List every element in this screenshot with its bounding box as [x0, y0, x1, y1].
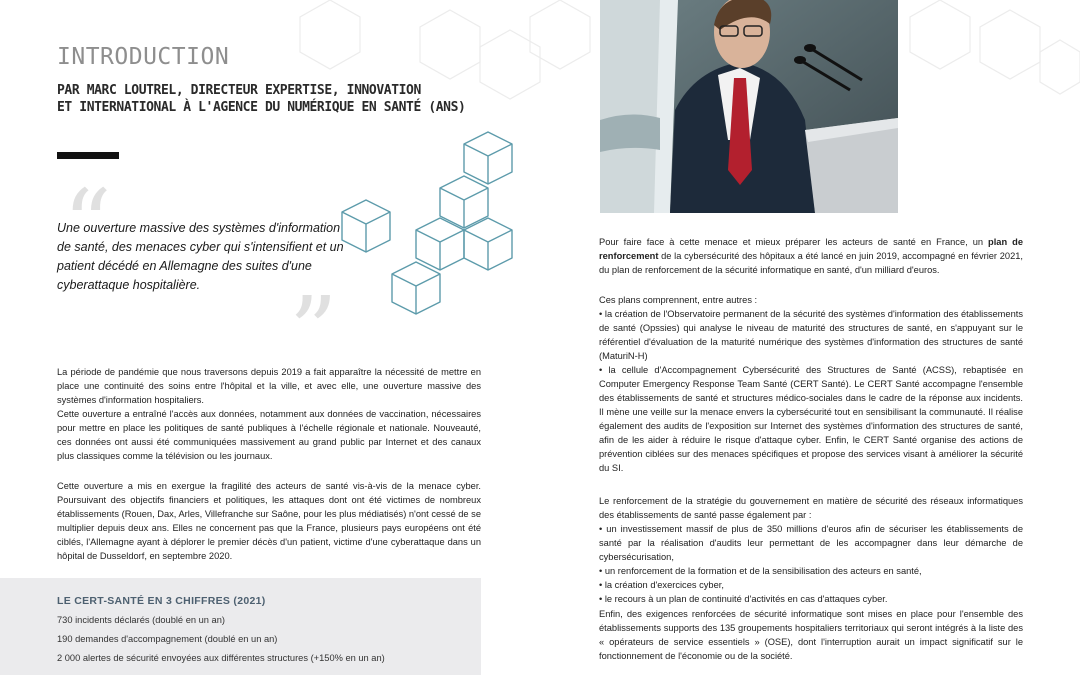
stats-title: LE CERT-SANTÉ EN 3 CHIFFRES (2021) [57, 595, 266, 607]
right-paragraph-1: Pour faire face à cette menace et mieux préparer les acteurs de santé en France, un plan de renforcement de la cybersécurité des hôpitaux a été lancé en juin 2019, accompagné en février 2021, du plan de renforcement de la sécurité informatique en santé, d'un milliard d'euros. [599, 237, 1024, 275]
close-quote-mark: ” [289, 277, 338, 387]
intro-paragraph-3: Cette ouverture a mis en exergue la fragilité des acteurs de santé vis-à-vis de la menace cyber. Poursuivant des objectifs financiers et politiques, les attaques dont ont été victimes de nombreux établissements (Rouen, Dax, Arles, Villefranche sur Saône, pour les plus médiatisés) n'ont cessé de se multiplier depuis deux ans. Elles ne concernent pas que la France, plusieurs pays européens ont été ciblés, l'Allemagne ayant à déplorer le premier décès d'un patient, victime d'une cyberattaque dans un hôpital de Dusseldorf, en septembre 2020. [57, 481, 481, 561]
stat-line-3: 2 000 alertes de sécurité envoyées aux différentes structures (+150% en un an) [57, 653, 385, 663]
title-divider [57, 152, 119, 159]
page-title: INTRODUCTION [57, 44, 230, 70]
plans-intro: Ces plans comprennent, entre autres : [599, 295, 758, 305]
strategy-intro: Le renforcement de la stratégie du gouvernement en matière de sécurité des réseaux informatiques des établissements de santé passe également par : [599, 496, 1023, 520]
author-subtitle [57, 82, 527, 116]
speaker-photo [600, 0, 898, 213]
stat-line-1: 730 incidents déclarés (doublé en un an) [57, 615, 225, 625]
right-paragraph-3 [599, 494, 1023, 606]
strategy-item-continuity: • le recours à un plan de continuité d'activités en cas d'attaques cyber. [599, 594, 888, 604]
plans-item-opssies: • la création de l'Observatoire permanent de la sécurité des systèmes d'information des établissements de santé (Opssies) qui analyse le niveau de maturité des structures de santé, en s'appuyant sur le référentiel d'évaluation de la maturité numérique des systèmes d'information des structures de santé (MaturiN-H) [599, 309, 1023, 361]
intro-paragraph-1: La période de pandémie que nous traversons depuis 2019 a fait apparaître la nécessité de mettre en place une continuité des soins entre l'hôpital et la ville, et avec elle, une ouverture massive des systèmes d'information hospitaliers. [57, 367, 481, 405]
plan-highlight: plan de renforcement [599, 237, 1024, 261]
stats-box [0, 578, 481, 675]
strategy-item-investment: • un investissement massif de plus de 350 millions d'euros afin de sécuriser les établissements de santé par la réalisation d'audits leur permettant de les accompagner dans leur démarche de cybersécurisation, [599, 524, 1023, 562]
lead-quote: Une ouverture massive des systèmes d'information de santé, des menaces cyber qui s'intensifient et un patient décédé en Allemagne des suites d'une cyberattaque hospitalière. [57, 221, 344, 292]
plans-item-acss: • la cellule d'Accompagnement Cybersécurité des Structures de Santé (ACSS), rebaptisée en Computer Emergency Response Team Santé (CERT Santé). Le CERT Santé accompagne l'ensemble des établissements de santé et structures médico-sociales dans le cadre de la réponse aux incidents. Il mène une veille sur la menace envers la cybersécurité tout en sensibilisant la communauté. Il réalise également des audits de l'exposition sur Internet des systèmes d'information des structures de santé, afin de les aider à réduire le risque d'attaque cyber. Enfin, le CERT Santé organise des actions de prévention ciblées sur des menaces spécifiques et propose des services visant à améliorer la sécurité du SI. [599, 365, 1023, 473]
stat-line-2: 190 demandes d'accompagnement (doublé en un an) [57, 634, 278, 644]
strategy-item-training: • un renforcement de la formation et de la sensibilisation des acteurs en santé, [599, 566, 922, 576]
subtitle-line-1: PAR MARC LOUTREL, DIRECTEUR EXPERTISE, INNOVATION [57, 83, 421, 98]
cube-stack-icon [340, 128, 520, 323]
open-quote-mark: “ [63, 170, 112, 280]
subtitle-line-2: ET INTERNATIONAL À L'AGENCE DU NUMÉRIQUE EN SANTÉ (ANS) [57, 100, 466, 115]
right-paragraph-4: Enfin, des exigences renforcées de sécurité informatique sont mises en place pour l'ensemble des établissements supports des 135 groupements hospitaliers territoriaux qui seront intégrés à la liste des « opérateurs de service essentiels » (OSE), dont l'interruption aurait un impact significatif sur le fonctionnement de l'économie ou de la société. [599, 609, 1023, 661]
right-paragraph-2 [599, 293, 1023, 475]
intro-paragraph-2: Cette ouverture a entraîné l'accès aux données, notamment aux données de vaccination, nécessaires pour mettre en place les politiques de santé publiques à l'échelle régionale et nationale. Nouveauté, ces données ont aussi été communiquées massivement au grand public par Internet et des canaux plus classiques comme la télévision ou les journaux. [57, 409, 481, 461]
strategy-item-exercises: • la création d'exercices cyber, [599, 580, 724, 590]
